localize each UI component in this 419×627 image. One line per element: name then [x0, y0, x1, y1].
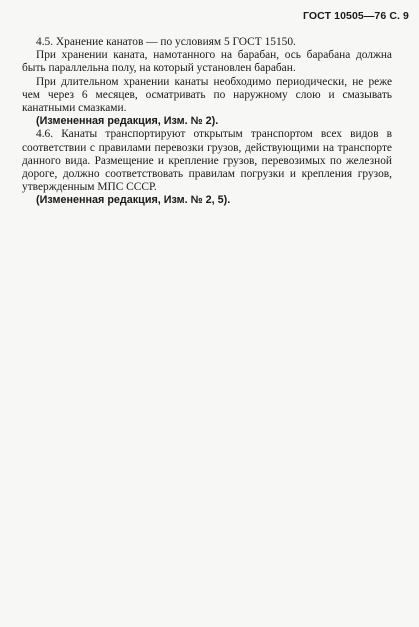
paragraph-drum-storage: При хранении каната, намотанного на барабан, ось барабана должна быть параллельна полу, на который установлен барабан.	[22, 49, 392, 75]
amendment-note-2: (Измененная редакция, Изм. № 2, 5).	[36, 194, 231, 207]
paragraph-4-6: 4.6. Канаты транспортируют открытым транспортом всех видов в соответствии с правилами перевозки грузов, действующими на транспорте данного вида. Размещение и крепление грузов, перевозимых по железной дороге, должно соответствовать правилам погрузки и крепления грузов, утвержденным МПС СССР.	[22, 128, 392, 194]
amendment-note-1: (Измененная редакция, Изм. № 2).	[36, 115, 219, 128]
document-body	[22, 36, 392, 208]
page-header: ГОСТ 10505—76 С. 9	[303, 10, 409, 22]
paragraph-long-storage: При длительном хранении канаты необходимо периодически, не реже чем через 6 месяцев, осматривать по наружному слою и смазывать канатными смазками.	[22, 75, 392, 115]
paragraph-4-5: 4.5. Хранение канатов — по условиям 5 ГОСТ 15150.	[36, 36, 296, 48]
